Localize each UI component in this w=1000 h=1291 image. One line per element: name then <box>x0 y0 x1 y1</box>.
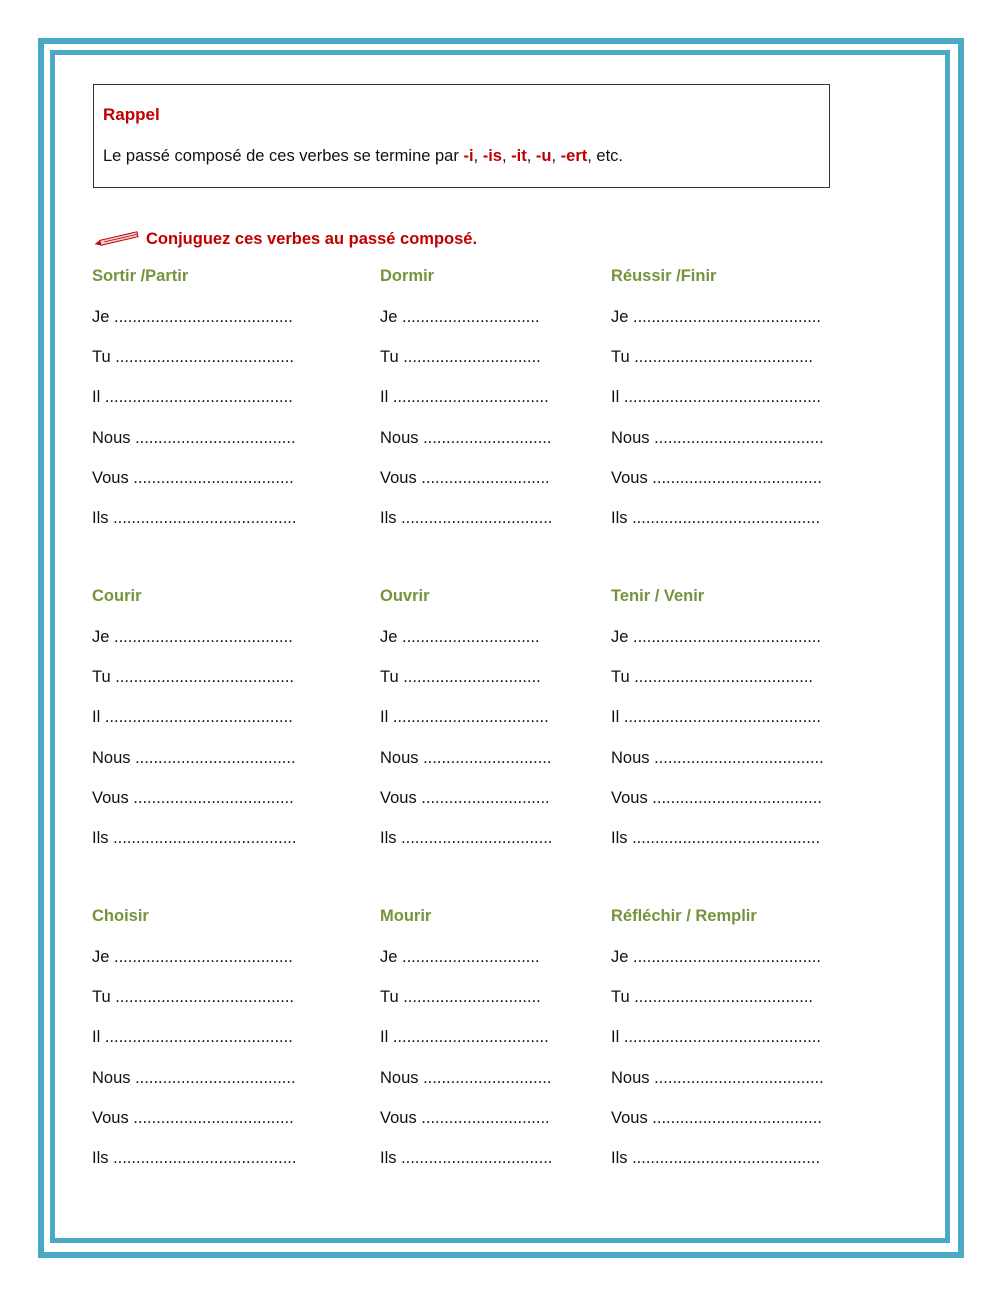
verb-title: Tenir / Venir <box>611 587 705 605</box>
ending-is: -is <box>482 147 502 165</box>
verb-title: Dormir <box>380 267 435 285</box>
conjugation-line[interactable]: Ils ......................................... <box>611 829 821 847</box>
conjugation-line[interactable]: Je ......................................... <box>611 308 821 326</box>
conjugation-line[interactable]: Vous ..................................... <box>611 1108 822 1127</box>
separator: , <box>551 147 561 165</box>
verb-title: Courir <box>92 587 142 605</box>
conjugation-line[interactable]: Il .................................. <box>380 1028 549 1047</box>
conjugation-line[interactable]: Vous ................................... <box>92 1108 294 1127</box>
conjugation-line[interactable]: Nous ............................ <box>380 428 552 447</box>
conjugation-line[interactable]: Tu ....................................... <box>611 988 814 1007</box>
conjugation-line[interactable]: Ils ........................................ <box>92 829 297 847</box>
separator: , <box>501 147 512 165</box>
conjugation-line[interactable]: Tu ....................................... <box>611 348 814 367</box>
conjugation-line[interactable]: Il ........................................... <box>611 708 821 727</box>
conjugation-line[interactable]: Il .................................. <box>380 388 549 407</box>
conjugation-line[interactable]: Je ....................................... <box>92 948 293 966</box>
conjugation-line[interactable]: Ils ........................................ <box>92 509 297 527</box>
conjugation-line[interactable]: Il ......................................... <box>92 1028 293 1047</box>
rappel-text-suffix: , etc. <box>587 147 624 165</box>
conjugation-line[interactable]: Tu ....................................... <box>92 988 295 1007</box>
verb-title: Mourir <box>380 907 432 925</box>
conjugation-line[interactable]: Ils ................................. <box>380 829 553 847</box>
conjugation-line[interactable]: Vous ................................... <box>92 468 294 487</box>
rappel-text-prefix: Le passé composé de ces verbes se termine par <box>103 147 464 165</box>
conjugation-line[interactable]: Nous ..................................... <box>611 428 824 447</box>
ending-u: -u <box>535 147 552 165</box>
conjugation-line[interactable]: Vous ............................ <box>380 1108 550 1127</box>
rappel-box <box>93 84 830 188</box>
conjugation-line[interactable]: Vous ..................................... <box>611 788 822 807</box>
conjugation-line[interactable]: Ils ................................. <box>380 509 553 527</box>
conjugation-line[interactable]: Nous ................................... <box>92 748 296 767</box>
pencil-icon <box>94 229 144 249</box>
conjugation-line[interactable]: Nous ..................................... <box>611 748 824 767</box>
conjugation-line[interactable]: Ils ......................................... <box>611 509 821 527</box>
conjugation-line[interactable]: Vous ..................................... <box>611 468 822 487</box>
verb-title: Sortir /Partir <box>92 267 189 285</box>
ending-ert: -ert <box>560 147 588 165</box>
conjugation-line[interactable]: Il ......................................... <box>92 708 293 727</box>
conjugation-line[interactable]: Tu ....................................... <box>92 348 295 367</box>
ending-i: -i <box>463 147 474 165</box>
conjugation-line[interactable]: Il .................................. <box>380 708 549 727</box>
rappel-text <box>103 147 623 166</box>
conjugation-line[interactable]: Je ....................................... <box>92 308 293 326</box>
conjugation-line[interactable]: Ils ........................................ <box>92 1149 297 1167</box>
conjugation-line[interactable]: Je ......................................... <box>611 948 821 966</box>
verb-title: Ouvrir <box>380 587 430 605</box>
conjugation-line[interactable]: Ils ......................................... <box>611 1149 821 1167</box>
verb-title: Réfléchir / Remplir <box>611 907 757 925</box>
conjugation-line[interactable]: Je ......................................... <box>611 628 821 646</box>
conjugation-line[interactable]: Vous ............................ <box>380 788 550 807</box>
verb-title: Choisir <box>92 907 149 925</box>
conjugation-line[interactable]: Je .............................. <box>380 628 540 646</box>
conjugation-line[interactable]: Nous ................................... <box>92 428 296 447</box>
conjugation-line[interactable]: Nous ................................... <box>92 1068 296 1087</box>
ending-it: -it <box>511 147 527 165</box>
conjugation-line[interactable]: Ils ................................. <box>380 1149 553 1167</box>
conjugation-line[interactable]: Il ......................................... <box>92 388 293 407</box>
separator: , <box>473 147 483 165</box>
instruction-text: Conjuguez ces verbes au passé composé. <box>146 229 478 248</box>
instruction <box>94 227 477 251</box>
conjugation-line[interactable]: Nous ..................................... <box>611 1068 824 1087</box>
conjugation-line[interactable]: Tu ....................................... <box>92 668 295 687</box>
conjugation-line[interactable]: Nous ............................ <box>380 1068 552 1087</box>
conjugation-line[interactable]: Il ........................................... <box>611 388 821 407</box>
separator: , <box>526 147 536 165</box>
conjugation-line[interactable]: Tu .............................. <box>380 348 541 367</box>
conjugation-line[interactable]: Vous ............................ <box>380 468 550 487</box>
verb-title: Réussir /Finir <box>611 267 717 285</box>
conjugation-line[interactable]: Tu .............................. <box>380 668 541 687</box>
rappel-title: Rappel <box>103 105 160 124</box>
conjugation-line[interactable]: Tu .............................. <box>380 988 541 1007</box>
conjugation-line[interactable]: Tu ....................................... <box>611 668 814 687</box>
conjugation-line[interactable]: Je ....................................... <box>92 628 293 646</box>
conjugation-line[interactable]: Je .............................. <box>380 948 540 966</box>
conjugation-line[interactable]: Nous ............................ <box>380 748 552 767</box>
conjugation-line[interactable]: Vous ................................... <box>92 788 294 807</box>
conjugation-line[interactable]: Je .............................. <box>380 308 540 326</box>
conjugation-line[interactable]: Il ........................................... <box>611 1028 821 1047</box>
